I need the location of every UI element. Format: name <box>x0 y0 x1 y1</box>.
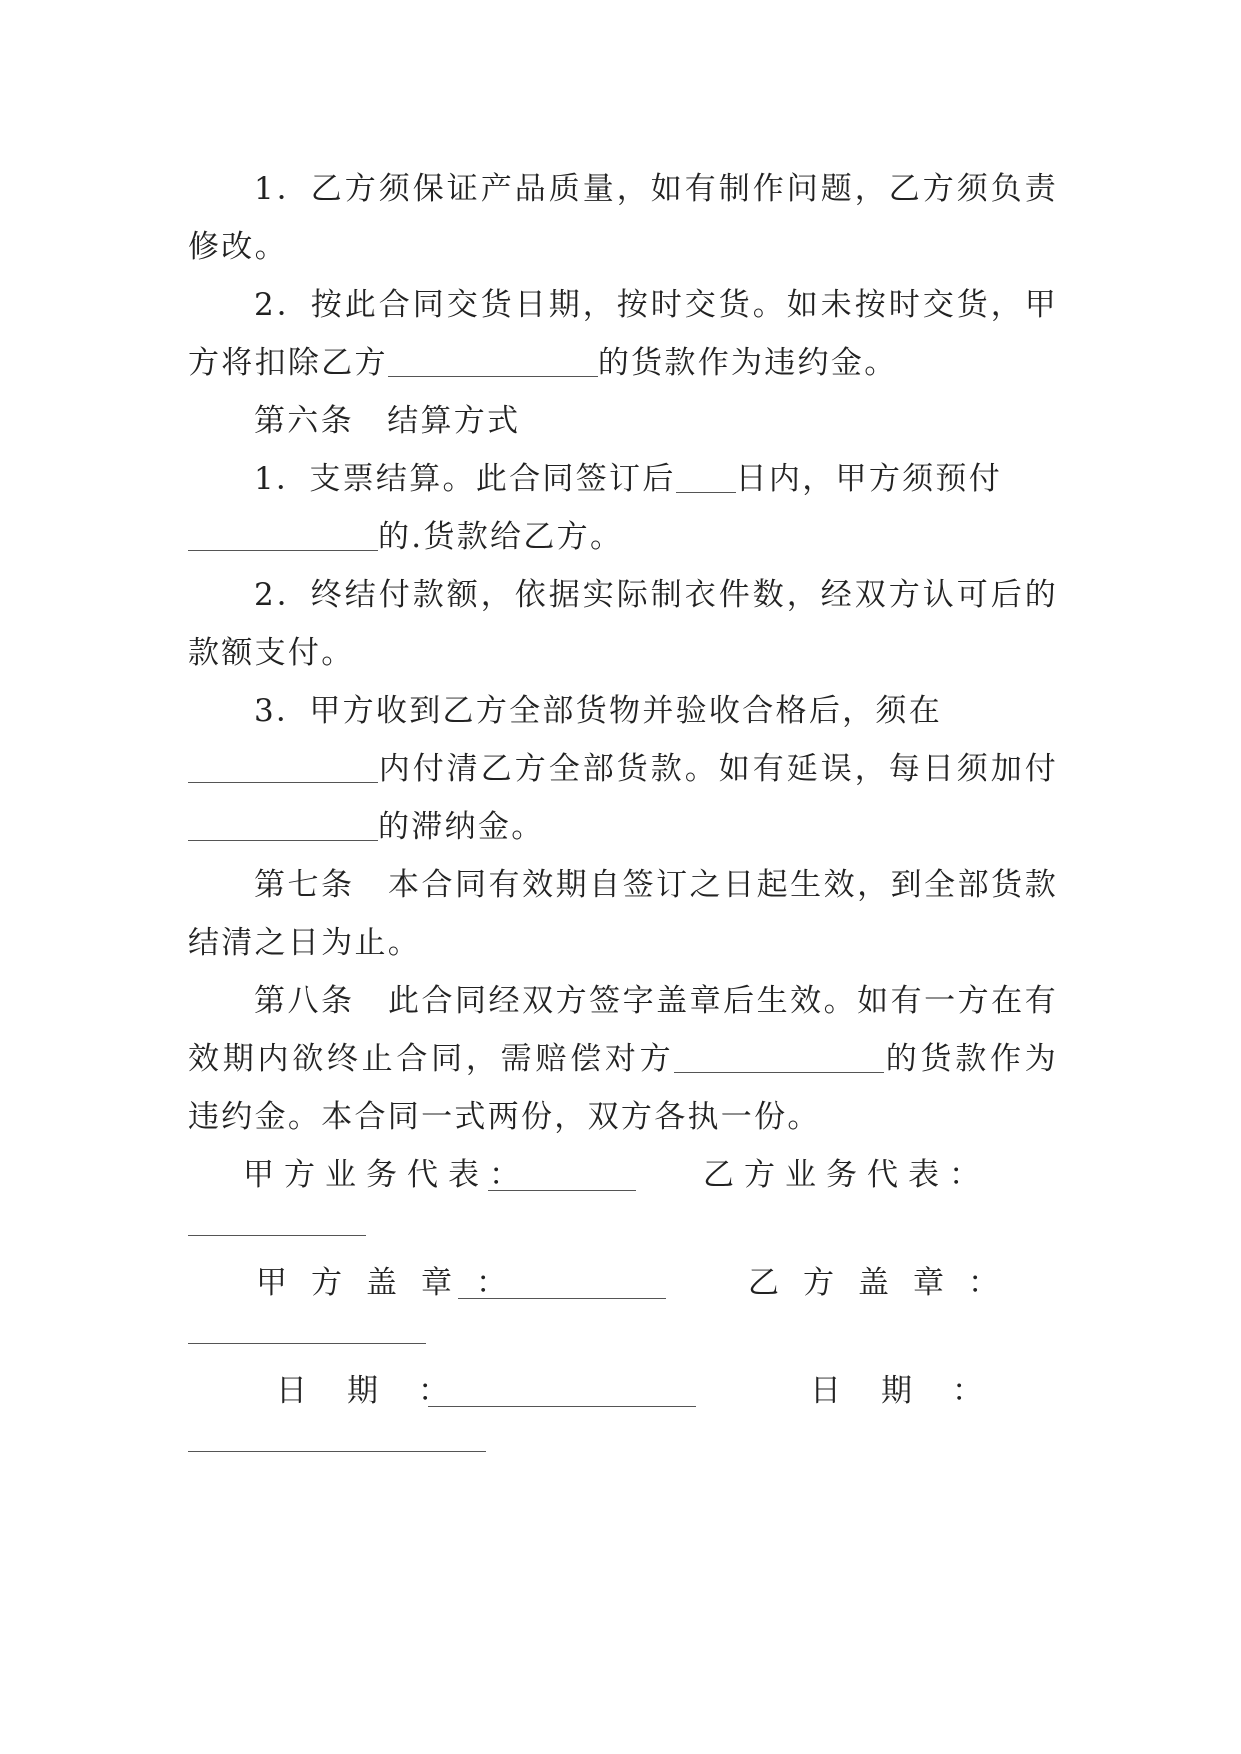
clause-final-amount <box>188 566 1058 682</box>
prepay-blank <box>188 520 378 551</box>
days-blank <box>676 462 736 493</box>
rep-b-label: 乙方业务代表： <box>703 1157 990 1193</box>
clause-delivery-text-b: 的货款作为违约金。 <box>597 345 898 381</box>
settle-period-blank <box>188 752 378 783</box>
clause-delivery <box>188 276 1058 392</box>
clause-quality-text: 1．乙方须保证产品质量，如有制作问题，乙方须负责修改。 <box>188 171 1058 265</box>
clause-delivery-text-a: 2．按此合同交货日期，按时交货。如未按时交货，甲方将扣除乙方 <box>188 287 1058 381</box>
rep-a-blank <box>488 1160 636 1191</box>
rep-b-blank <box>188 1234 366 1236</box>
clause-settlement <box>188 682 1058 856</box>
clause-settlement-text-a: 3．甲方收到乙方全部货物并验收合格后，须在 <box>254 693 943 729</box>
clause-quality <box>188 160 1058 276</box>
date-b-blank <box>188 1450 486 1452</box>
seal-a-blank <box>458 1268 666 1299</box>
article-6-title-text: 第六条 结算方式 <box>254 403 521 439</box>
date-a-blank <box>428 1376 696 1407</box>
article-7-text: 第七条 本合同有效期自签订之日起生效，到全部货款结清之日为止。 <box>188 867 1058 961</box>
clause-cheque <box>188 450 1058 566</box>
signature-rep-row <box>188 1146 1058 1204</box>
article-7 <box>188 856 1058 972</box>
seal-b-label: 乙方盖章： <box>748 1265 1023 1301</box>
clause-cheque-text-c: 的.货款给乙方。 <box>378 519 624 555</box>
clause-final-amount-text: 2．终结付款额，依据实际制衣件数，经双方认可后的款额支付。 <box>188 577 1058 671</box>
penalty-blank <box>388 346 598 377</box>
seal-a-label: 甲方盖章： <box>256 1265 531 1301</box>
clause-cheque-text-b: 日内，甲方须预付 <box>735 461 1003 497</box>
signature-seal-row <box>188 1254 1058 1312</box>
article-8-text-a: 第八条 此合同经双方签字盖章后生效。如有一方在有效期内欲终止合同，需赔偿对方 <box>188 983 1058 1077</box>
seal-b-blank <box>188 1342 426 1344</box>
signature-date-row <box>188 1362 1058 1420</box>
clause-settlement-text-b: 内付清乙方全部货款。如有延误，每日须加付 <box>378 751 1058 787</box>
date-b-label: 日期： <box>810 1373 1023 1409</box>
article-8-text-b: 的货款作为违约金。本合同一式两份，双方各执一份。 <box>188 1041 1058 1135</box>
rep-a-label: 甲方业务代表： <box>243 1157 530 1193</box>
clause-settlement-text-c: 的滞纳金。 <box>378 809 545 845</box>
contract-page <box>188 160 1058 1452</box>
date-a-label: 日期： <box>276 1373 489 1409</box>
late-fee-blank <box>188 810 378 841</box>
clause-cheque-text-a: 1．支票结算。此合同签订后 <box>254 461 676 497</box>
compensation-blank <box>674 1042 884 1073</box>
article-6-title <box>188 392 1058 450</box>
article-8 <box>188 972 1058 1146</box>
